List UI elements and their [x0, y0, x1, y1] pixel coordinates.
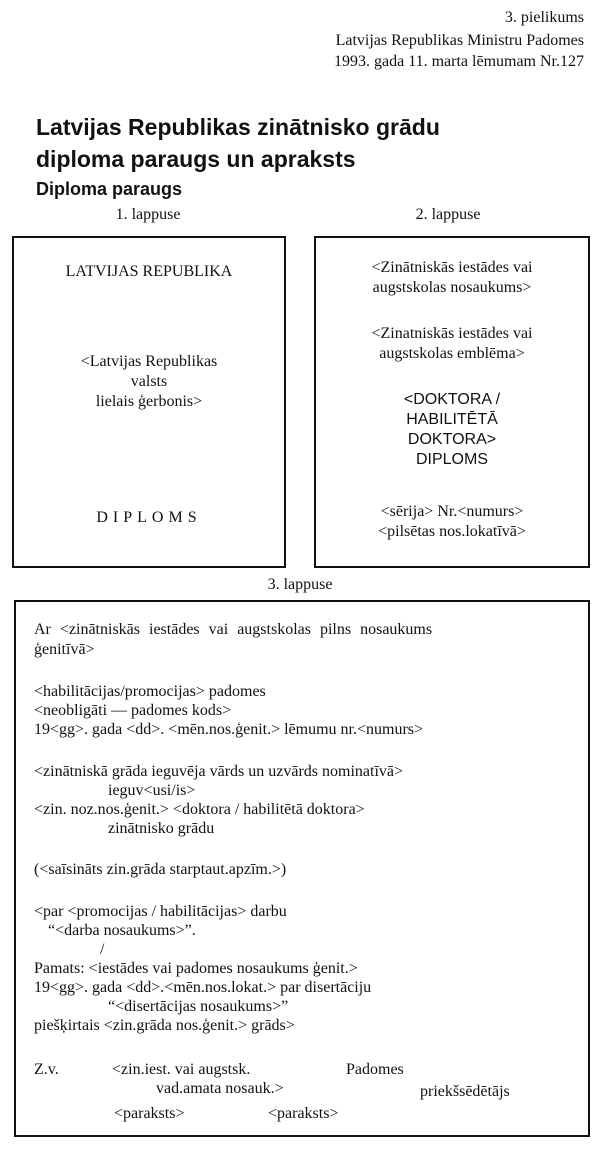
page3-line-work-title: “<darba nosaukums>”. — [48, 922, 196, 939]
page3-line-field: <zin. noz.nos.ģenit.> <doktora / habilitētā doktora> — [34, 801, 365, 818]
chairman-label: priekšsēdētājs — [420, 1083, 510, 1100]
document-title-line1: Latvijas Republikas zinātnisko grādu — [36, 114, 440, 140]
city-locative: <pilsētas nos.lokatīvā> — [378, 523, 526, 540]
diploma-word: DIPLOMS — [96, 509, 202, 526]
page3-line-abbreviation: (<saīsināts zin.grāda starptaut.apzīm.>) — [34, 861, 287, 878]
signature-placeholder-1: <paraksts> — [114, 1105, 185, 1122]
page3-line-decision-date: 19<gg>. gada <dd>. <mēn.nos.ģenit.> lēmumu nr.<numurs> — [34, 721, 424, 738]
page3-line-council-code: <neobligāti — padomes kods> — [34, 702, 232, 719]
page3-line-recipient: <zinātniskā grāda ieguvēja vārds un uzvārds nominatīvā> — [34, 763, 404, 780]
degree-line3: DOKTORA> — [407, 431, 497, 448]
document-title-line2: diploma paraugs un apraksts — [36, 146, 356, 172]
institution-name-line2: augstskolas nosaukums> — [372, 279, 532, 296]
page3-line-awarded: piešķirtais <zin.grāda nos.ģenit.> grāds> — [34, 1017, 295, 1034]
issuer-line: Latvijas Republikas Ministru Padomes — [335, 32, 584, 49]
page3-line-basis: Pamats: <iestādes vai padomes nosaukums ģenit.> — [34, 960, 358, 977]
institution-name-line1: <Zinātniskās iestādes vai — [371, 259, 533, 276]
institution-emblem-line2: augstskolas emblēma> — [379, 345, 525, 362]
page2-box — [314, 236, 590, 568]
page3-line-acquired: ieguv<usi/is> — [108, 782, 196, 799]
emblem-placeholder-line3: lielais ģerbonis> — [95, 393, 203, 410]
signature-placeholder-2: <paraksts> — [268, 1105, 339, 1122]
page3-box — [14, 600, 590, 1137]
signatory-title-line2: vad.amata nosauk.> — [156, 1080, 284, 1097]
emblem-placeholder-line2: valsts — [130, 373, 168, 390]
page3-line-genitive: ģenitīvā> — [34, 641, 95, 658]
degree-line1: <DOKTORA / — [403, 391, 501, 408]
page1-label: 1. lappuse — [115, 206, 181, 223]
series-number: <sērija> Nr.<numurs> — [380, 503, 524, 520]
page1-box — [12, 236, 286, 568]
council-label: Padomes — [346, 1061, 404, 1078]
page3-label: 3. lappuse — [267, 576, 333, 593]
country-name: LATVIJAS REPUBLIKA — [65, 263, 233, 280]
decision-line: 1993. gada 11. marta lēmumam Nr.127 — [333, 53, 584, 70]
annex-number: 3. pielikums — [504, 9, 584, 26]
page3-slash: / — [100, 941, 105, 958]
page2-label: 2. lappuse — [415, 206, 481, 223]
emblem-placeholder-line1: <Latvijas Republikas — [80, 353, 218, 370]
page3-line-council: <habilitācijas/promocijas> padomes — [34, 683, 266, 700]
institution-emblem-line1: <Zinatniskās iestādes vai — [371, 325, 533, 342]
degree-line4: DIPLOMS — [415, 451, 488, 468]
degree-line2: HABILITĒTĀ — [406, 411, 498, 428]
page3-line-institution: Ar <zinātniskās iestādes vai augstskolas pilns nosaukums — [34, 621, 433, 638]
page3-line-thesis-title: “<disertācijas nosaukums>” — [108, 998, 289, 1015]
seal-mark: Z.v. — [34, 1061, 59, 1078]
page3-line-basis-date: 19<gg>. gada <dd>.<mēn.nos.lokat.> par disertāciju — [34, 979, 372, 996]
page3-line-degree: zinātnisko grādu — [108, 820, 215, 837]
section-subtitle: Diploma paraugs — [36, 179, 183, 199]
page3-line-work: <par <promocijas / habilitācijas> darbu — [34, 903, 287, 920]
signatory-title-line1: <zin.iest. vai augstsk. — [112, 1061, 251, 1078]
